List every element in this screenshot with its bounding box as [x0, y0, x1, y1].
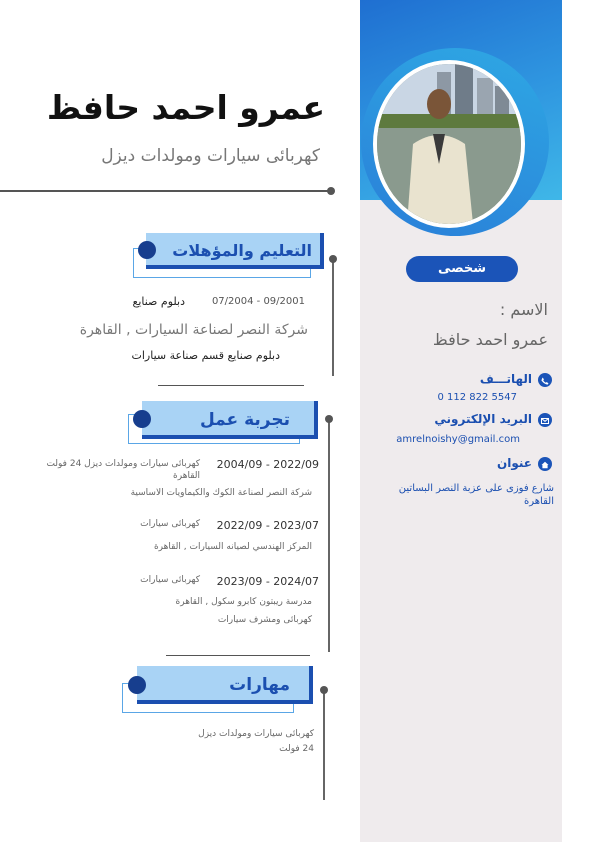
job-company: المركز الهندسي لصيانه السيارات , القاهرة: [153, 542, 312, 552]
phone-label: الهاتـــف: [479, 372, 532, 386]
education-timeline-dot: [329, 255, 337, 263]
education-school: شركة النصر لصناعة السيارات , القاهرة: [79, 322, 308, 338]
job-company: شركة النصر لصناعة الكوك والكيماويات الاساسية: [130, 488, 312, 498]
name-value: عمرو احمد حافظ: [432, 330, 548, 349]
job-role: كهربائى سيارات: [140, 519, 200, 529]
job-dates: 2022/09 - 2023/07: [216, 519, 319, 532]
job-dates: 2004/09 - 2022/09: [216, 458, 319, 471]
email-label: البريد الإلكتروني: [434, 412, 532, 426]
education-dates: 07/2004 - 09/2001: [211, 296, 305, 307]
job-role: كهربائى سيارات ومولدات ديزل 24 فولت القاهرة: [46, 459, 200, 481]
skill-item: كهربائى سيارات ومولدات ديزل: [198, 729, 314, 739]
header-divider: [0, 190, 330, 192]
experience-divider: [166, 655, 310, 656]
name-label: الاسم :: [499, 300, 548, 319]
experience-timeline-dot: [325, 415, 333, 423]
profile-photo: [373, 60, 525, 228]
experience-header-dot: [133, 410, 151, 428]
job-company: مدرسة ريبتون كابرو سكول , القاهرة: [175, 597, 312, 607]
job-role: كهربائى سيارات: [140, 575, 200, 585]
experience-title: تجربة عمل: [199, 410, 290, 430]
phone-value[interactable]: 0 112 822 5547: [437, 392, 517, 403]
phone-icon: [538, 373, 552, 387]
home-icon: [538, 457, 552, 471]
education-divider: [158, 385, 304, 386]
skills-timeline-dot: [320, 686, 328, 694]
skills-header-dot: [128, 676, 146, 694]
email-icon: [538, 413, 552, 427]
job-title: كهربائى سيارات ومولدات ديزل: [101, 146, 320, 166]
job-extra: كهربائى ومشرف سيارات: [217, 615, 312, 625]
address-label: عنوان: [497, 456, 532, 470]
job-dates: 2023/09 - 2024/07: [216, 575, 319, 588]
education-timeline: [332, 258, 334, 376]
education-title: التعليم والمؤهلات: [172, 241, 312, 260]
candidate-name: عمرو احمد حافظ: [46, 88, 325, 127]
skills-title: مهارات: [229, 675, 290, 695]
email-value[interactable]: amrelnoishy@gmail.com: [396, 434, 520, 445]
skills-timeline: [323, 690, 325, 800]
header-divider-dot: [327, 187, 335, 195]
profile-section-pill: شخصى: [406, 256, 518, 282]
education-degree: دبلوم صنايع: [132, 295, 185, 308]
address-value: شارع فوزى على عزبة النصر البساتين القاهرة: [398, 483, 554, 507]
experience-timeline: [328, 418, 330, 652]
education-detail: دبلوم صنايع قسم صناعة سيارات: [131, 349, 280, 362]
skill-item: 24 فولت: [279, 744, 314, 754]
education-header-dot: [138, 241, 156, 259]
